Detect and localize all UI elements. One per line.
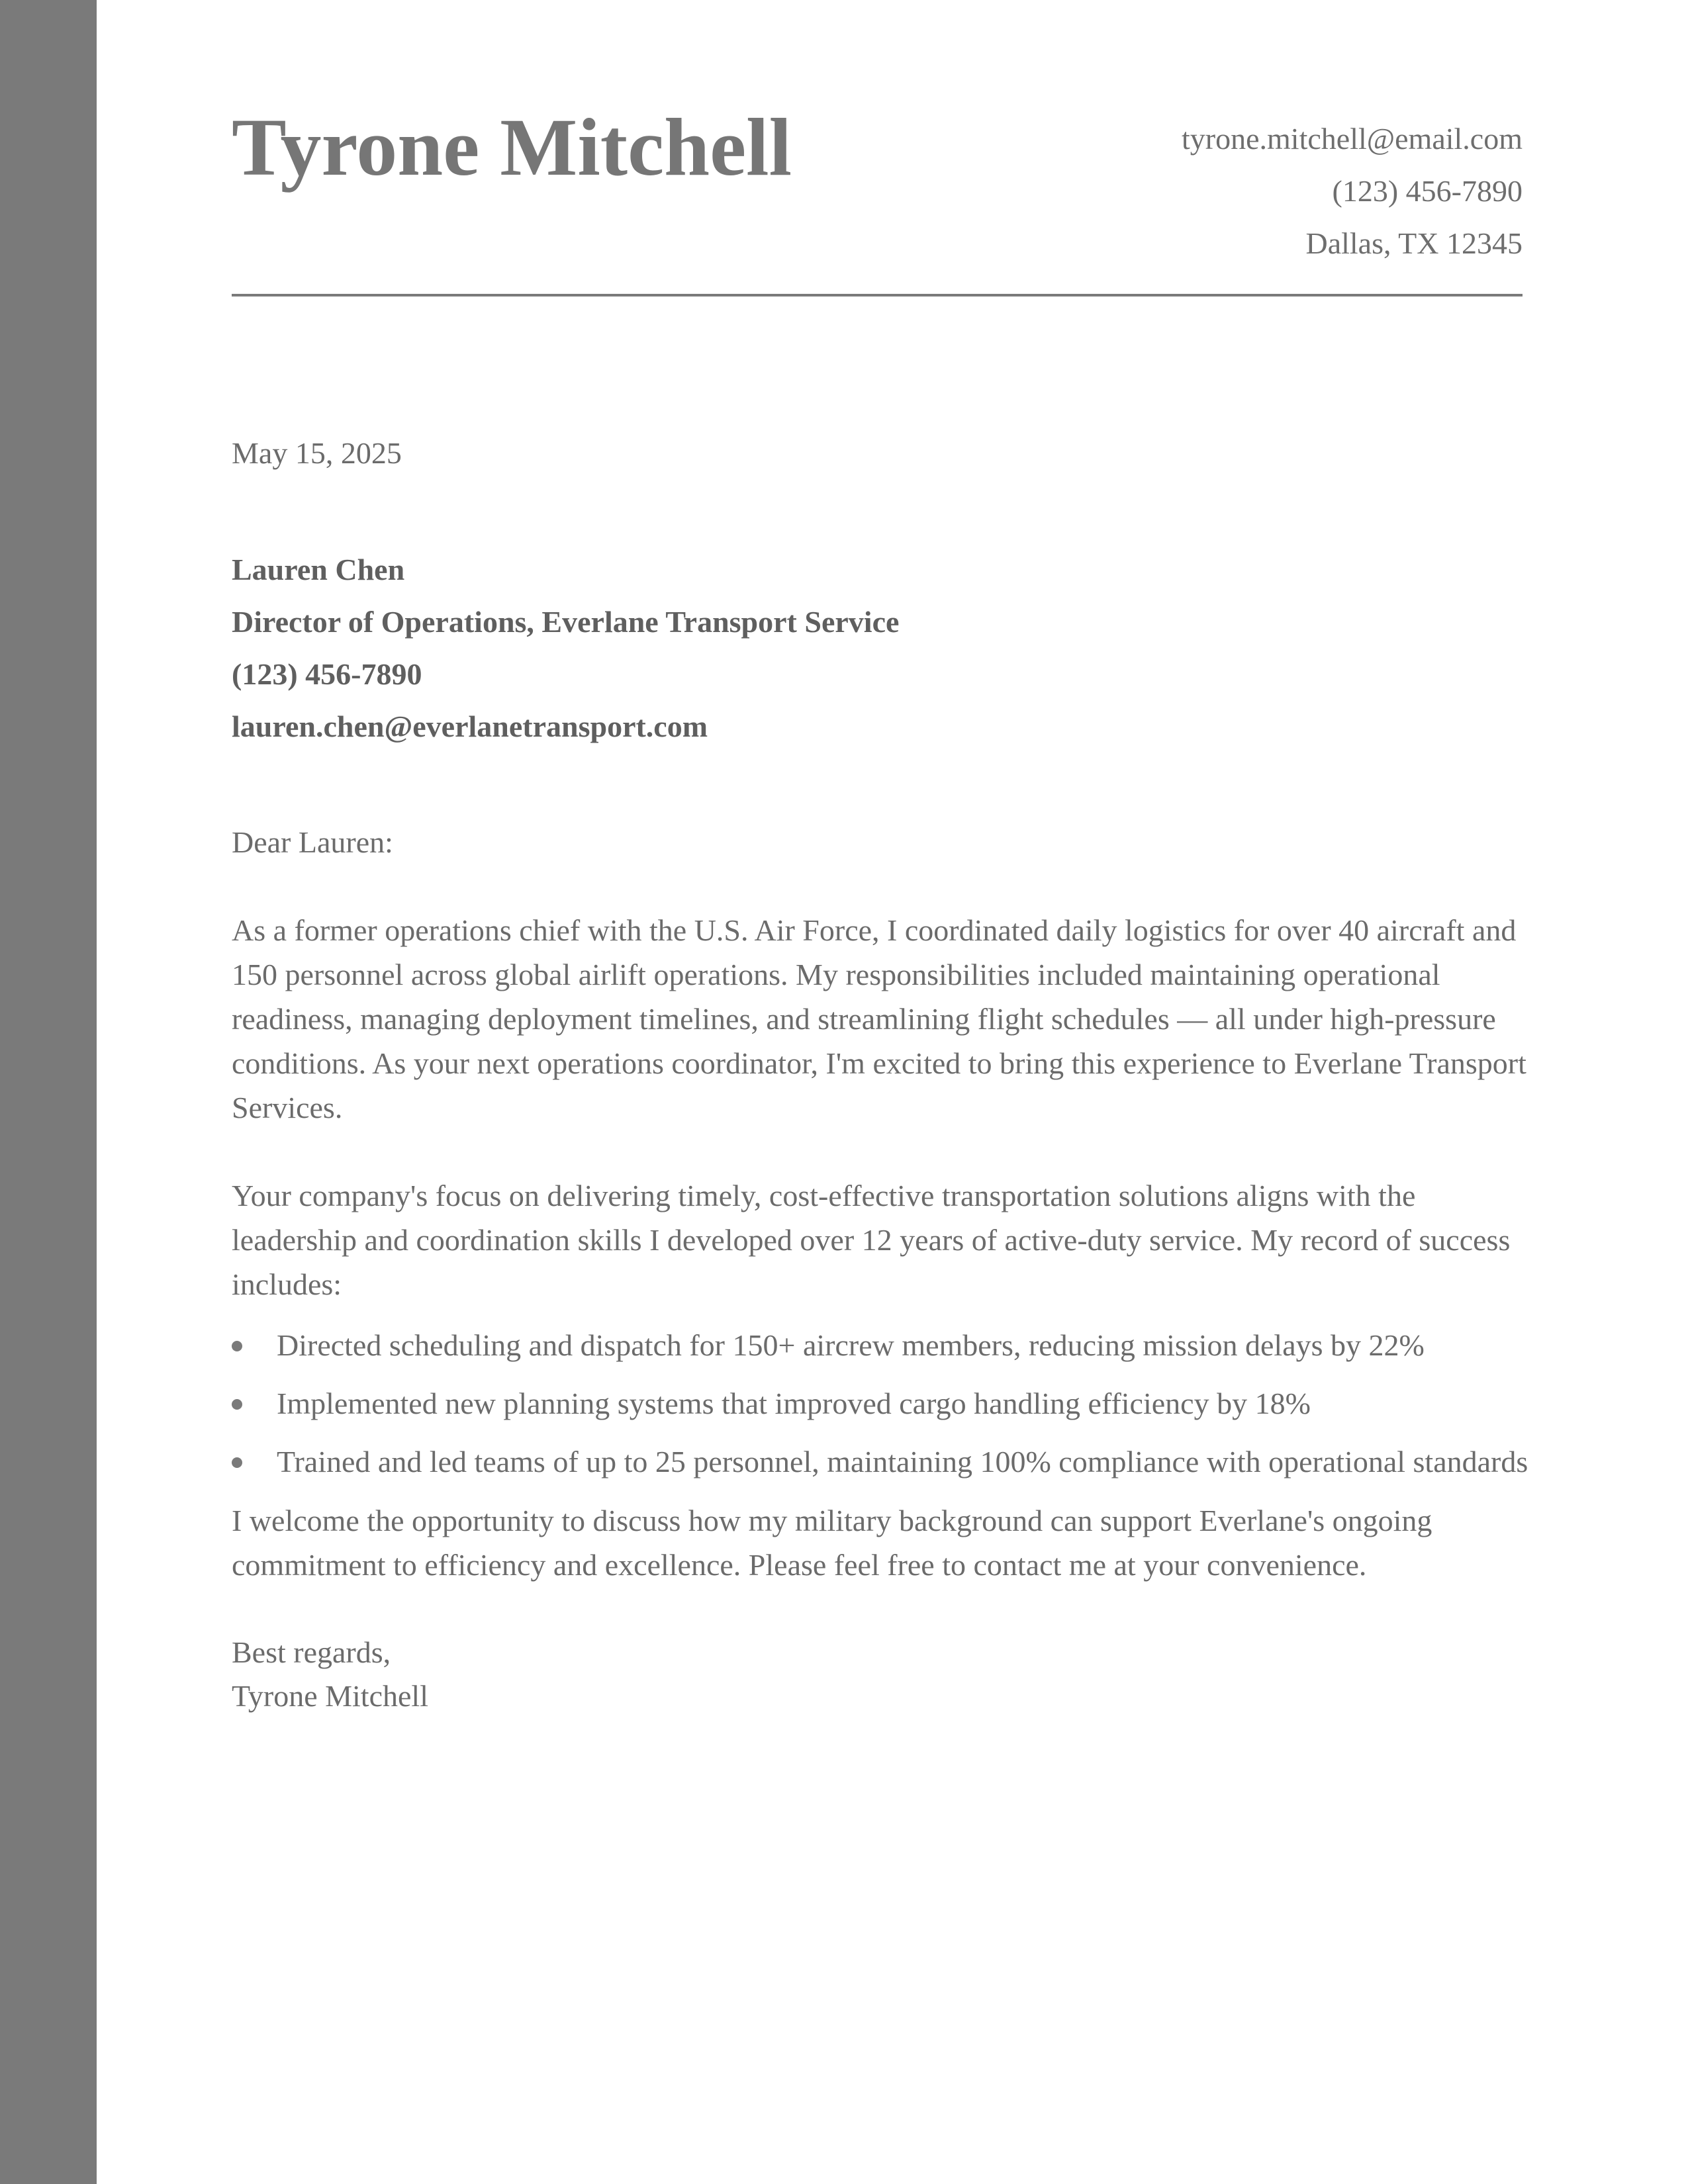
recipient-email[interactable]: lauren.chen@everlanetransport.com (232, 709, 708, 743)
letter-header (232, 99, 1523, 298)
sender-name: Tyrone Mitchell (232, 102, 792, 193)
letter-date: May 15, 2025 (232, 436, 402, 470)
salutation: Dear Lauren: (232, 825, 393, 859)
bullet-icon (232, 1341, 242, 1351)
list-item (232, 1440, 1539, 1484)
recipient-title: Director of Operations, Everlane Transport Service (232, 605, 900, 639)
list-item-text: Trained and led teams of up to 25 personnel, maintaining 100% compliance with operational standards (277, 1445, 1528, 1479)
list-item-text: Directed scheduling and dispatch for 150+ aircrew members, reducing mission delays by 22% (277, 1328, 1425, 1362)
sender-location: Dallas, TX 12345 (1305, 226, 1523, 260)
recipient-block (232, 543, 1539, 752)
paragraph-fit: Your company's focus on delivering timely, cost-effective transportation solutions aligns with the leadership and coordination skills I developed over 12 years of active-duty service. My record of success includes: (232, 1179, 1511, 1301)
list-item (232, 1382, 1539, 1426)
sender-phone: (123) 456-7890 (1332, 174, 1523, 208)
achievements-list (232, 1324, 1539, 1484)
paragraph-intro: As a former operations chief with the U.S. Air Force, I coordinated daily logistics for over 40 aircraft and 150 personnel across global airlift operations. My responsibilities included maintaining operational readiness, managing deployment timelines, and streamlining flight schedules — all under high-pressure conditions. As your next operations coordinator, I'm excited to bring this experience to Everlane Transport Services. (232, 913, 1526, 1124)
sender-contact-block (1182, 113, 1523, 269)
bullet-icon (232, 1457, 242, 1468)
letter-page (232, 0, 1528, 2184)
list-item (232, 1324, 1539, 1367)
header-divider (232, 294, 1523, 296)
sender-email[interactable]: tyrone.mitchell@email.com (1182, 122, 1523, 156)
bullet-icon (232, 1399, 242, 1410)
signature-name: Tyrone Mitchell (232, 1679, 428, 1713)
recipient-phone: (123) 456-7890 (232, 657, 422, 691)
paragraph-closing: I welcome the opportunity to discuss how my military background can support Everlane's ongoing commitment to efficiency and excellence. Please feel free to contact me at your convenience. (232, 1504, 1432, 1582)
recipient-name: Lauren Chen (232, 553, 405, 586)
left-accent-bar (0, 0, 97, 2184)
closing-block (232, 1631, 1539, 1718)
valediction: Best regards, (232, 1635, 391, 1669)
letter-body (232, 427, 1539, 1718)
list-item-text: Implemented new planning systems that improved cargo handling efficiency by 18% (277, 1387, 1311, 1420)
